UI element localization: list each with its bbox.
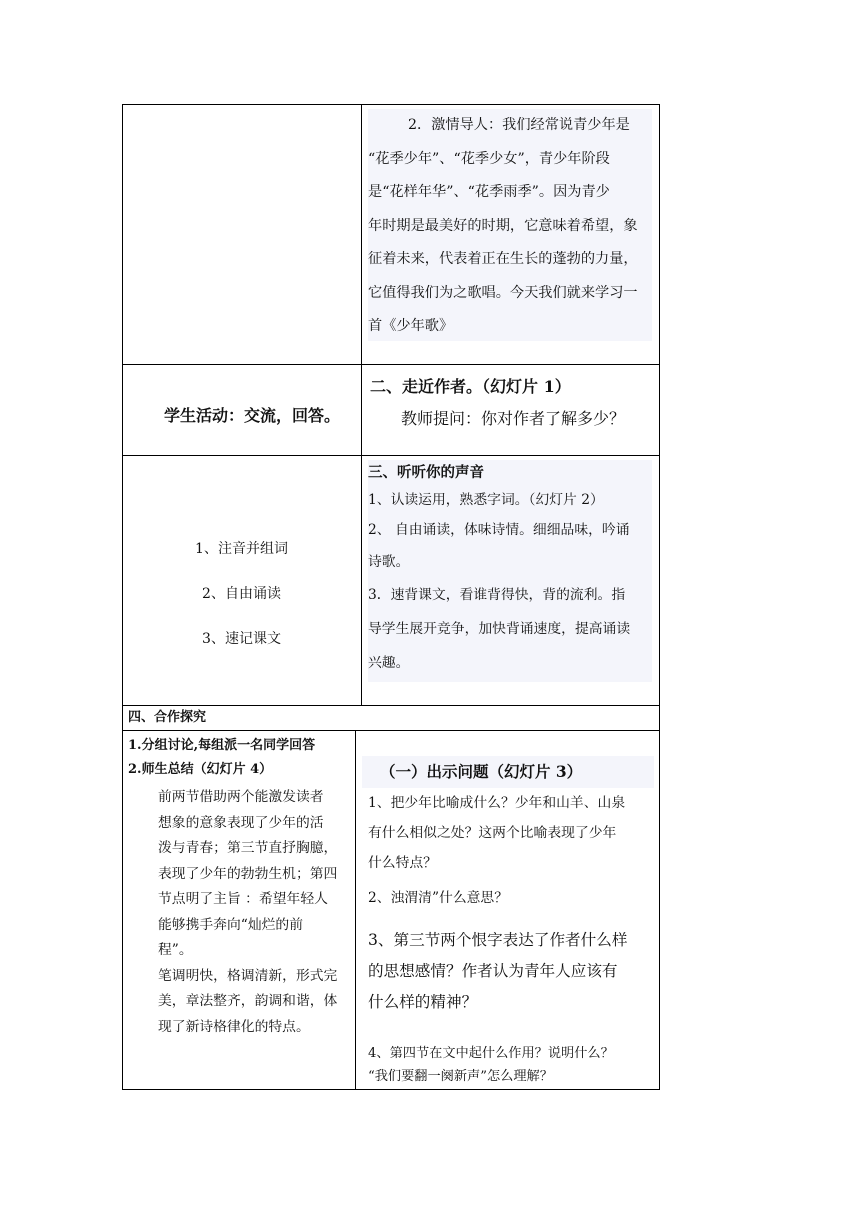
table-border-bottom (122, 1089, 660, 1090)
question-line: 有什么相似之处？这两个比喻表现了少年 (368, 825, 617, 841)
intro-line: 征着未来，代表着正在生长的蓬勃的力量， (368, 251, 638, 267)
intro-line: 首《少年歌》 (368, 318, 454, 334)
activity-item: 3、速记课文 (202, 631, 281, 647)
question-line: 1、把少年比喻成什么？少年和山羊、山泉 (368, 795, 626, 811)
table-border-right (659, 104, 660, 1090)
listen-line: 导学生展开竞争，加快背诵速度，提高诵读 (368, 621, 631, 637)
summary-line: 节点明了主旨 ：希望年轻人 (158, 891, 328, 907)
author-section-title: 二、走近作者。（幻灯片 1） (370, 377, 571, 396)
question-line: 4、第四节在文中起什么作用？说明什么？ (368, 1046, 614, 1061)
intro-line: 它值得我们为之歌唱。今天我们就来学习一 (368, 284, 638, 301)
activity-item: 1、注音并组词 (195, 541, 288, 557)
summary-line: 现了新诗格律化的特点。 (158, 1018, 310, 1035)
summary-line: 想象的意象表现了少年的活 (158, 814, 324, 831)
column-divider (355, 730, 356, 1090)
listen-line: 2、 自由诵读，体味诗情。细细品味，吟诵 (368, 522, 630, 538)
question-line: 2、浊渭清”什么意思？ (368, 890, 509, 906)
question-line: 什么特点？ (368, 855, 437, 871)
listen-line: 兴趣。 (368, 655, 410, 671)
question-line: 3、第三节两个恨字表达了作者什么样 (368, 931, 628, 949)
intro-cell (368, 109, 652, 341)
question-section-title: （一）出示问题（幻灯片 3） (380, 762, 583, 781)
cooperative-inquiry-title: 四、合作探究 (128, 710, 207, 725)
question-list-b (368, 925, 658, 1018)
summary-line: 表现了少年的勃勃生机；第四 (158, 865, 338, 882)
question-line: “我们要翻一阕新声”怎么理解？ (368, 1069, 553, 1084)
intro-line: 是“花样年华”、“花季雨季”。因为青少 (368, 184, 610, 200)
question-line: 什么样的精神？ (368, 993, 478, 1011)
summary-line: 前两节借助两个能激发读者 (158, 789, 324, 805)
summary-line: 能够携手奔向“灿烂的前 (158, 916, 304, 933)
listen-line: 3．速背课文，看谁背得快，背的流利。指 (368, 587, 626, 603)
summary-head: 2.师生总结（幻灯片 4） (128, 762, 273, 777)
lesson-table (122, 104, 660, 1090)
intro-line: 年时期是最美好的时期，它意味着希望，象 (368, 217, 638, 234)
column-divider (361, 104, 362, 705)
intro-line: “花季少年”、“花季少女”，青少年阶段 (368, 150, 610, 167)
student-activity-label: 学生活动：交流，回答。 (164, 406, 341, 425)
summary-line: 泼与青春；第三节直抒胸臆， (158, 840, 338, 856)
summary-line: 笔调明快，格调清新，形式完 (158, 967, 338, 984)
summary-line: 美，章法整齐，韵调和谐，体 (158, 993, 338, 1009)
summary-column (128, 734, 354, 1040)
listen-line: 1、认读运用，熟悉字词。（幻灯片 2） (368, 492, 604, 508)
summary-line: 程”。 (158, 942, 193, 958)
intro-line: 2．激情导人：我们经常说青少年是 (408, 117, 630, 133)
listen-section (368, 460, 652, 682)
summary-head: 1.分组讨论,每组派一名同学回答 (128, 738, 316, 753)
question-list-a (368, 788, 658, 913)
listen-line: 诗歌。 (368, 554, 410, 570)
row-divider (122, 705, 660, 706)
row-divider (122, 364, 660, 365)
question-line: 的思想感情？作者认为青年人应该有 (368, 962, 618, 980)
row-divider (122, 730, 660, 731)
author-question: 教师提问：你对作者了解多少？ (401, 409, 626, 428)
activity-list (122, 527, 361, 662)
table-border-top (122, 104, 660, 105)
activity-item: 2、自由诵读 (202, 586, 281, 602)
listen-section-title: 三、听听你的声音 (368, 464, 484, 481)
question-list-c (368, 1042, 660, 1088)
row-divider (122, 455, 660, 456)
